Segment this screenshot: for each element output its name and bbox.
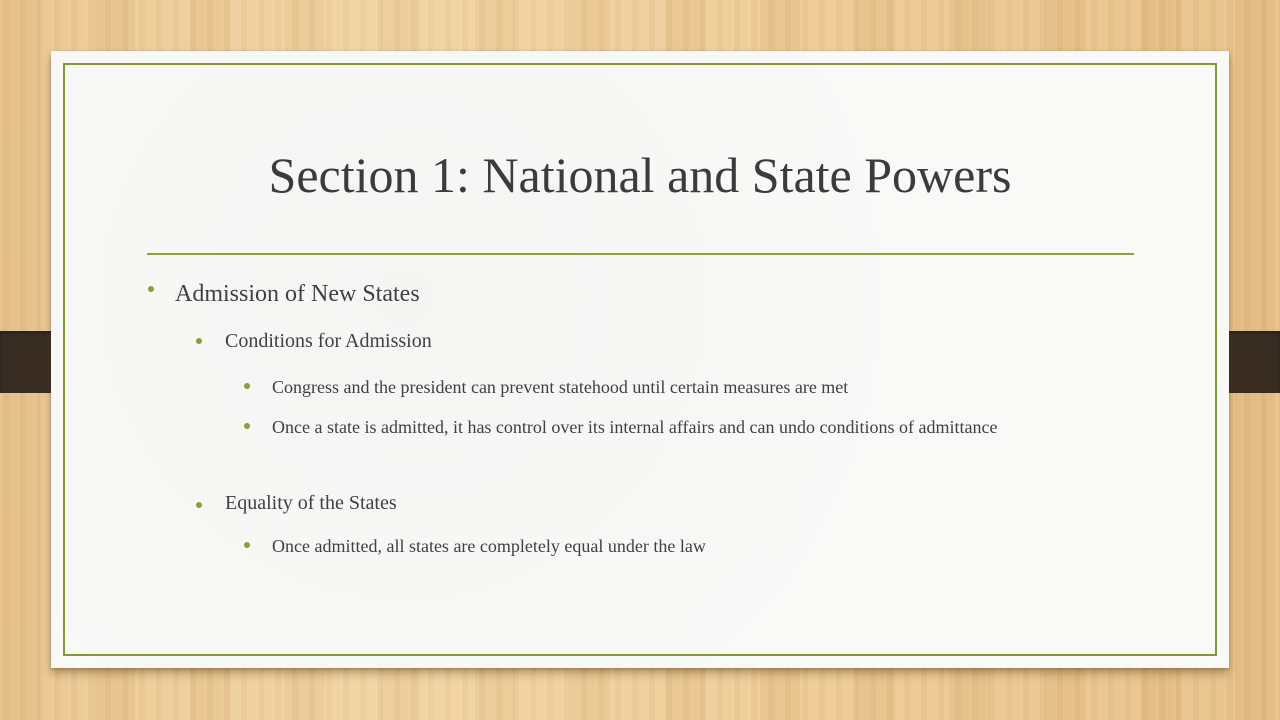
bullet-dot [244,423,250,429]
bullet-dot [244,542,250,548]
bullet-congress-prevent-statehood: Congress and the president can prevent statehood until certain measures are met [272,377,849,397]
slide-paper [51,51,1229,668]
bullet-dot [196,338,202,344]
bullet-conditions-for-admission: Conditions for Admission [225,330,432,352]
bullet-dot [196,502,202,508]
bullet-dot [244,383,250,389]
bullet-dot [148,286,154,292]
bullet-state-internal-affairs: Once a state is admitted, it has control over its internal affairs and can undo conditions of admittance [272,417,998,437]
slide-title: Section 1: National and State Powers [268,147,1012,203]
bullet-states-equal-under-law: Once admitted, all states are completely equal under the law [272,536,706,556]
bullet-admission-of-new-states: Admission of New States [175,281,420,307]
title-divider [147,253,1134,255]
bullet-equality-of-the-states: Equality of the States [225,492,397,514]
